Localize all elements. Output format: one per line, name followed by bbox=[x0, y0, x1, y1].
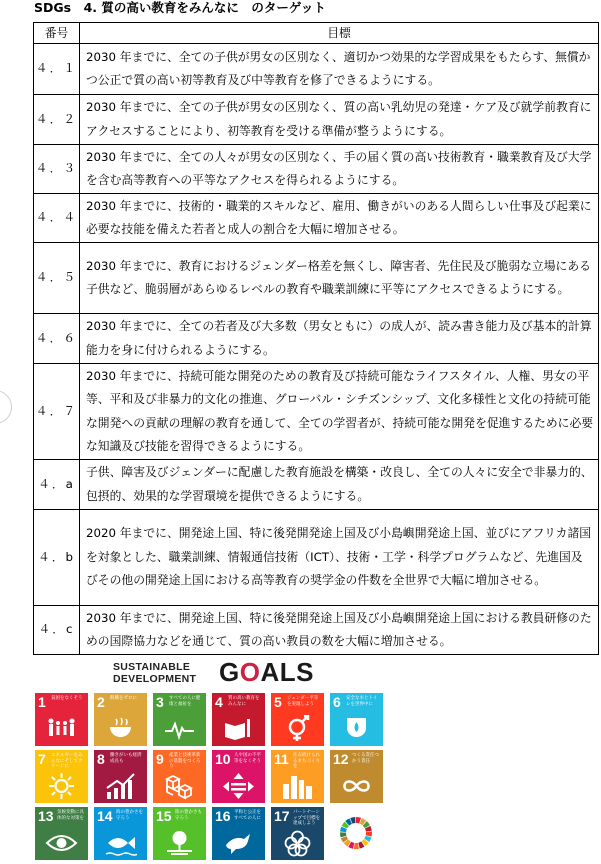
dove-icon bbox=[222, 829, 255, 857]
equality-icon bbox=[222, 772, 255, 800]
sdg-goal-label: エネルギーをみんなにそしてクリーンに bbox=[51, 753, 83, 769]
sdg-goal-label: 住み続けられるまちづくりを bbox=[293, 753, 320, 769]
sdg-goal-number: 15 bbox=[156, 808, 172, 824]
book-pen-icon bbox=[222, 715, 255, 743]
sdg-goal-number: 14 bbox=[97, 808, 113, 824]
sdg-goal-label: 貧困をなくそう bbox=[51, 696, 83, 701]
target-text: 2030 年までに、持続可能な開発のための教育及び持続可能なライフスタイル、人権、男女の平等、平和及び非暴力的文化の推進、グローバル・シチズンシップ、文化多様性と文化の持続可能な開発への貢献の理解の教育を通して、全ての学習者が、持続可能な開発を促進するために必要な知識及び技能を習得できるようにする。 bbox=[80, 364, 599, 460]
sdg-logo bbox=[113, 659, 313, 689]
sdg-goal-number: 7 bbox=[38, 751, 46, 767]
sdg-goal-tile-8 bbox=[94, 750, 147, 803]
sdg-goal-label: 平和と公正をすべての人に bbox=[234, 810, 261, 821]
target-number: ４．c bbox=[34, 606, 80, 655]
sdg-goal-tile-14 bbox=[94, 807, 147, 860]
target-number: ４．b bbox=[34, 510, 80, 606]
sdg-goal-label: 産業と技術革新の基盤をつくろう bbox=[169, 753, 201, 769]
sdg-goal-label: すべての人に健康と福祉を bbox=[169, 696, 201, 707]
sdg-goal-number: 2 bbox=[97, 694, 105, 710]
table-row bbox=[34, 243, 599, 314]
sdg-goal-number: 3 bbox=[156, 694, 164, 710]
tree-icon bbox=[163, 829, 196, 857]
sdg-goal-number: 8 bbox=[97, 751, 105, 767]
target-text: 2030 年までに、開発途上国、特に後発開発途上国及び小島嶼開発途上国における教員研修のための国際協力などを通じて、質の高い教員の数を大幅に増加させる。 bbox=[80, 606, 599, 655]
sdg-goal-tile-11 bbox=[271, 750, 324, 803]
sdg-wheel-icon bbox=[336, 813, 376, 853]
target-text: 2030 年までに、全ての子供が男女の区別なく、質の高い乳幼児の発達・ケア及び就学前教育にアクセスすることにより、初等教育を受ける準備が整うようにする。 bbox=[80, 95, 599, 145]
family-icon bbox=[45, 715, 78, 743]
sdg-goal-tile-16 bbox=[212, 807, 265, 860]
growth-chart-icon bbox=[104, 772, 137, 800]
sdg-goal-tile-3 bbox=[153, 693, 206, 746]
table-row bbox=[34, 194, 599, 243]
header-number: 番号 bbox=[34, 23, 80, 44]
header-goal: 目標 bbox=[80, 23, 599, 44]
target-number: ４．a bbox=[34, 460, 80, 510]
cubes-icon bbox=[163, 772, 196, 800]
sdg-goal-tile-5 bbox=[271, 693, 324, 746]
sdg-goal-label: 陸の豊かさも守ろう bbox=[175, 810, 202, 821]
sdg-goal-tile-7 bbox=[35, 750, 88, 803]
sdg-goal-tile-6 bbox=[330, 693, 383, 746]
table-row bbox=[34, 460, 599, 510]
sdg-goal-label: 安全な水とトイレを世界中に bbox=[346, 696, 378, 707]
target-text: 2030 年までに、全ての子供が男女の区別なく、適切かつ効果的な学習成果をもたらす、無償かつ公正で質の高い初等教育及び中等教育を修了できるようにする。 bbox=[80, 44, 599, 95]
sdg-goal-number: 6 bbox=[333, 694, 341, 710]
sdg-goal-label: 人や国の不平等をなくそう bbox=[234, 753, 261, 764]
sdg-goal-label: つくる責任つかう責任 bbox=[352, 753, 379, 764]
sdg-goal-label: 質の高い教育をみんなに bbox=[228, 696, 260, 707]
table-row bbox=[34, 145, 599, 194]
target-text: 2030 年までに、教育におけるジェンダー格差を無くし、障害者、先住民及び脆弱な立場にある子供など、脆弱層があらゆるレベルの教育や職業訓練に平等にアクセスできるようにする。 bbox=[80, 243, 599, 314]
sdg-goal-tile-4 bbox=[212, 693, 265, 746]
sdg-goal-tile-9 bbox=[153, 750, 206, 803]
sdg-goal-number: 5 bbox=[274, 694, 282, 710]
target-text: 2030 年までに、全ての人々が男女の区別なく、手の届く質の高い技術教育・職業教育及び大学を含む高等教育への平等なアクセスを得られるようにする。 bbox=[80, 145, 599, 194]
sdg-goal-number: 16 bbox=[215, 808, 231, 824]
water-drop-icon bbox=[340, 715, 373, 743]
sdg4-targets-table bbox=[33, 22, 599, 655]
target-number: ４．４ bbox=[34, 194, 80, 243]
sdg-goal-tile-1 bbox=[35, 693, 88, 746]
target-number: ４．３ bbox=[34, 145, 80, 194]
target-number: ４．７ bbox=[34, 364, 80, 460]
gender-icon bbox=[281, 715, 314, 743]
goals-wordmark: GOALS bbox=[219, 657, 314, 687]
target-text: 子供、障害及びジェンダーに配慮した教育施設を構築・改良し、全ての人々に安全で非暴力的、包摂的、効果的な学習環境を提供できるようにする。 bbox=[80, 460, 599, 510]
sdg-goal-tile-12 bbox=[330, 750, 383, 803]
sdg-goal-tiles bbox=[35, 693, 383, 863]
target-number: ４．６ bbox=[34, 314, 80, 364]
sun-power-icon bbox=[45, 772, 78, 800]
sdg-goal-number: 12 bbox=[333, 751, 349, 767]
target-number: ４．５ bbox=[34, 243, 80, 314]
table-row bbox=[34, 95, 599, 145]
sdg-goal-tile-10 bbox=[212, 750, 265, 803]
infinity-icon bbox=[340, 772, 373, 800]
target-text: 2020 年までに、開発途上国、特に後発開発途上国及び小島嶼開発途上国、並びにアフリカ諸国を対象とした、職業訓練、情報通信技術（ICT）、技術・工学・科学プログラムなど、先進国及びその他の開発途上国における高等教育の奨学金の件数を全世界で大幅に増加させる。 bbox=[80, 510, 599, 606]
sdg-goal-number: 4 bbox=[215, 694, 223, 710]
sdg-logo-text: SUSTAINABLE DEVELOPMENT bbox=[113, 661, 197, 685]
target-number: ４．１ bbox=[34, 44, 80, 95]
buildings-icon bbox=[281, 772, 314, 800]
sdg-goal-number: 13 bbox=[38, 808, 54, 824]
sdg-goal-label: ジェンダー平等を実現しよう bbox=[287, 696, 319, 707]
table-row bbox=[34, 606, 599, 655]
sdg-goal-number: 9 bbox=[156, 751, 164, 767]
partnership-icon bbox=[281, 829, 314, 857]
sdg-goal-tile-13 bbox=[35, 807, 88, 860]
eye-globe-icon bbox=[45, 829, 78, 857]
sdg-goal-number: 17 bbox=[274, 808, 290, 824]
heartbeat-icon bbox=[163, 715, 196, 743]
page-title: SDGs 4. 質の高い教育をみんなに のターゲット bbox=[34, 0, 326, 15]
sdg-goal-label: 働きがいも経済成長も bbox=[110, 753, 142, 764]
sdg-goal-number: 11 bbox=[274, 751, 289, 767]
sdg-wheel-tile bbox=[330, 807, 383, 860]
target-text: 2030 年までに、技術的・職業的スキルなど、雇用、働きがいのある人間らしい仕事及び起業に必要な技能を備えた若者と成人の割合を大幅に増加させる。 bbox=[80, 194, 599, 243]
fish-icon bbox=[104, 829, 137, 857]
scroll-handle[interactable] bbox=[0, 390, 12, 424]
table-header-row bbox=[34, 23, 599, 44]
sdg-poster bbox=[33, 655, 388, 864]
sdg-goal-label: パートナーシップで目標を達成しよう bbox=[293, 810, 321, 826]
bowl-icon bbox=[104, 715, 137, 743]
table-row bbox=[34, 510, 599, 606]
target-number: ４．２ bbox=[34, 95, 80, 145]
table-row bbox=[34, 44, 599, 95]
sdg-goal-tile-17 bbox=[271, 807, 324, 860]
sdg-goal-label: 気候変動に具体的な対策を bbox=[57, 810, 84, 821]
target-text: 2030 年までに、全ての若者及び大多数（男女ともに）の成人が、読み書き能力及び基本的計算能力を身に付けられるようにする。 bbox=[80, 314, 599, 364]
sdg-goal-tile-15 bbox=[153, 807, 206, 860]
table-row bbox=[34, 364, 599, 460]
sdg-goal-number: 1 bbox=[38, 694, 46, 710]
sdg-goal-label: 海の豊かさを守ろう bbox=[116, 810, 143, 821]
table-row bbox=[34, 314, 599, 364]
sdg-goal-tile-2 bbox=[94, 693, 147, 746]
sdg-goal-label: 飢餓をゼロに bbox=[110, 696, 137, 701]
sdg-goal-number: 10 bbox=[215, 751, 231, 767]
